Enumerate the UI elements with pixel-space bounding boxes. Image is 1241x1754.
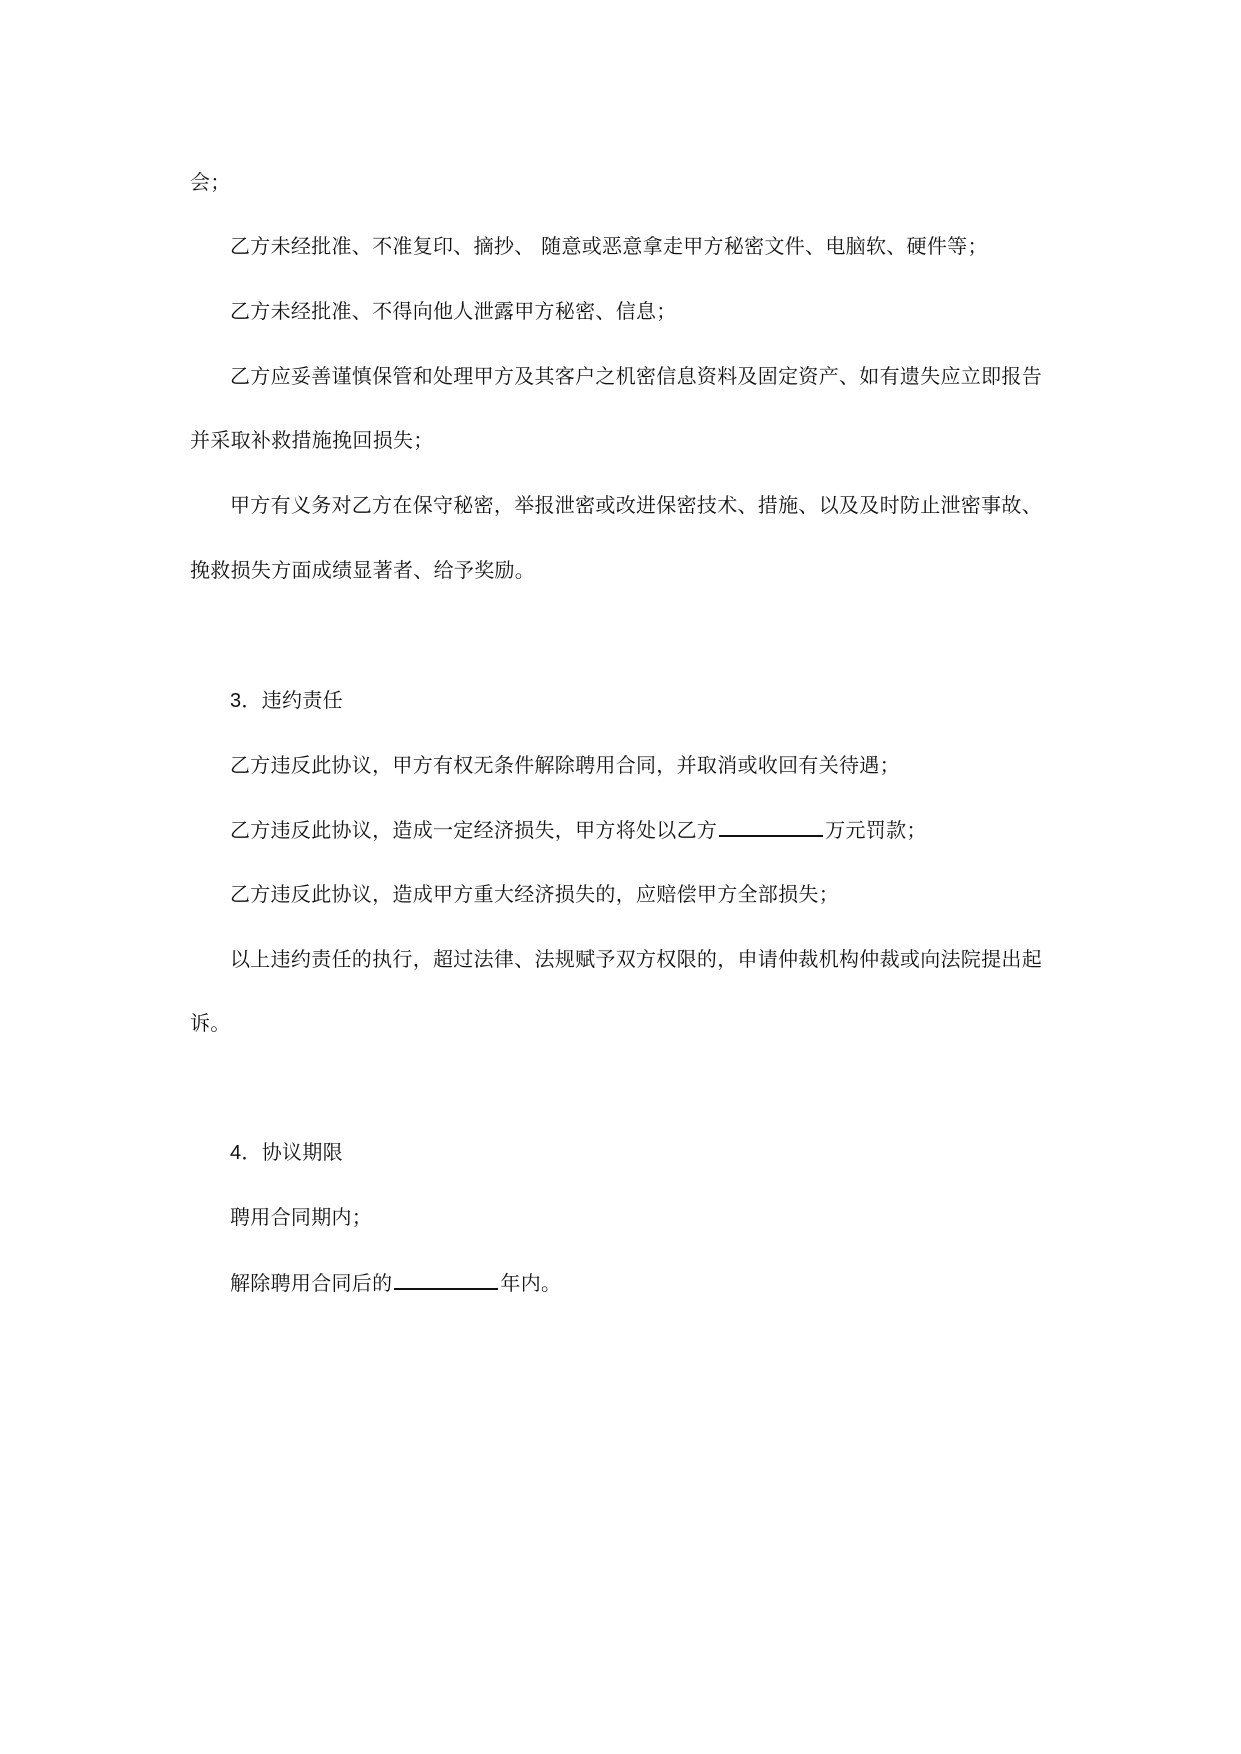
clause-reward-line2: 挽救损失方面成绩显著者、给予奖励。: [190, 558, 536, 582]
paragraph-continuation: 会；: [190, 170, 231, 194]
breach-clause-compensation: 乙方违反此协议，造成甲方重大经济损失的，应赔偿甲方全部损失；: [230, 882, 839, 906]
term-clause-after-termination: [230, 1268, 1110, 1297]
breach-clause-arbitration-line2: 诉。: [190, 1011, 231, 1035]
clause-safekeeping-line1: 乙方应妥善谨慎保管和处理甲方及其客户之机密信息资料及固定资产、如有遗失应立即报告: [230, 364, 1042, 388]
clause-no-copying: 乙方未经批准、不准复印、摘抄、 随意或恶意拿走甲方秘密文件、电脑软、硬件等；: [230, 234, 988, 258]
clause-no-disclosure: 乙方未经批准、不得向他人泄露甲方秘密、信息；: [230, 299, 677, 323]
term-text-before: 解除聘用合同后的: [230, 1271, 393, 1295]
clause-safekeeping-line2: 并采取补救措施挽回损失；: [190, 428, 434, 452]
years-blank[interactable]: [394, 1268, 498, 1290]
section-heading-breach: [230, 686, 1110, 715]
section-title: 违约责任: [261, 688, 343, 712]
term-text-after: 年内。: [500, 1271, 562, 1295]
fine-text-after: 万元罚款；: [825, 818, 927, 842]
section-title: 协议期限: [261, 1140, 343, 1164]
section-number: 3．: [230, 690, 262, 712]
fine-text-before: 乙方违反此协议，造成一定经济损失，甲方将处以乙方: [230, 818, 718, 842]
section-heading-term: [230, 1138, 1110, 1167]
term-clause-during-contract: 聘用合同期内；: [230, 1205, 373, 1229]
section-number: 4．: [230, 1142, 262, 1164]
breach-clause-terminate: 乙方违反此协议，甲方有权无条件解除聘用合同，并取消或收回有关待遇；: [230, 753, 900, 777]
breach-clause-fine: [230, 815, 1110, 844]
clause-reward-line1: 甲方有义务对乙方在保守秘密，举报泄密或改进保密技术、措施、以及及时防止泄密事故、: [230, 493, 1042, 517]
breach-clause-arbitration-line1: 以上违约责任的执行，超过法律、法规赋予双方权限的，申请仲裁机构仲裁或向法院提出起: [230, 947, 1042, 971]
fine-amount-blank[interactable]: [719, 815, 823, 837]
